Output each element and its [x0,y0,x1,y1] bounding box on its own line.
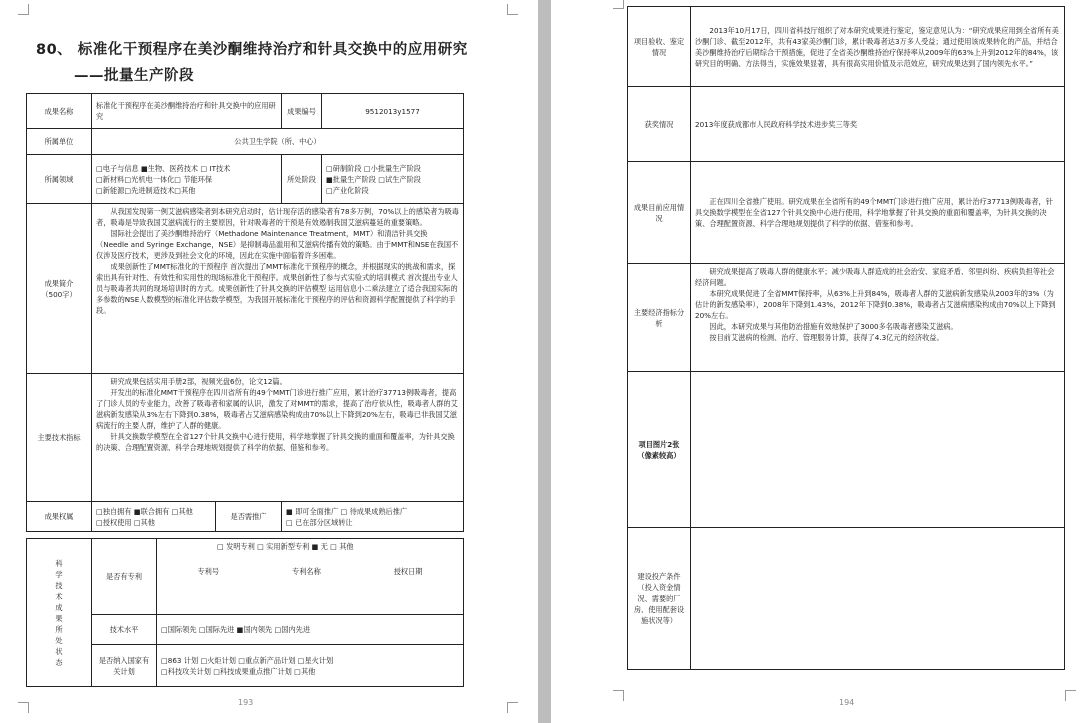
status-vertical-label [27,539,92,687]
crop-mark [1065,690,1076,701]
intro-label-sub: （500字） [41,289,77,299]
rights-option-line: □独自拥有 ■联合拥有 □其他 [96,506,193,516]
crop-mark [613,0,624,9]
name-label: 成果名称 [27,94,92,129]
evaluation-table [627,6,1065,670]
field-option-line: □新材料□光机电一体化□ 节能环保 [96,174,213,184]
patent-types: □ 发明专利 □ 实用新型专利 ■ 无 □ 其他 [217,542,354,551]
intro-label-text: 成果简介 [44,278,74,288]
status-table [26,538,464,687]
intro-label [27,204,92,374]
patent-columns [161,566,459,577]
patent-no-header: 专利号 [197,567,220,576]
tech-paragraph: 研究成果包括实用手册2部，视频光盘6份，论文12篇。 [110,377,287,386]
application-text [691,162,1065,264]
economic-text [691,264,1065,372]
achievement-form-table [26,93,464,532]
field-option-line: □电子与信息 ■生物、医药技术 □ IT技术 [96,163,231,173]
page-number: 194 [839,698,855,707]
page-number: 193 [238,698,254,707]
tech-text [92,374,464,502]
economic-label: 主要经济指标分析 [628,264,691,372]
plan-option-line: □科技攻关计划 □科技成果重点推广计划 □其他 [161,666,316,676]
patent-name-header: 专利名称 [292,567,321,576]
patent-cell [157,539,464,615]
accept-label: 项目验收、鉴定情况 [628,7,691,87]
level-label: 技术水平 [92,615,157,645]
document-subtitle: ——批量生产阶段 [74,68,194,84]
unit-label: 所属单位 [27,129,92,155]
intro-text [92,204,464,374]
build-conditions-label: 建设投产条件（投入资金情况、需要的厂房、使用配套设施状况等） [628,528,691,670]
award-text: 2013年度获成都市人民政府科学技术进步奖三等奖 [691,87,1065,162]
intro-paragraph: 成果创新性了MMT标准化的干预程序 首次提出了MMT标准化干预程序的概念，并根据现实的挑战和需求，探索出具有针对性、有效性和实用性的现场标准化干预程序。成果创新性了参与式实验式的培训模式 首次提出专业人员与吸毒者共同的现场培训时的方式。成果创新性了针具交换的评估模型 运用信息小二乘法建立了适合我国实际的多参数的NSE人数模型的标准化评估数学模型，为我国开展标准化干预程序的评估和资源科学配置提供了科学的手段。 [96,262,458,315]
economic-paragraph: 因此，本研究成果与其他防治措施有效地保护了3000多名吸毒者感染艾滋病。 [709,322,958,331]
document-page-left [0,0,538,723]
plan-options [157,645,464,687]
patent-label: 是否有专利 [92,539,157,615]
plan-label: 是否纳入国家有关计划 [92,645,157,687]
code-label: 成果编号 [282,94,322,129]
patent-date-header: 授权日期 [393,567,423,576]
intro-paragraph: 从我国发现第一例艾滋病感染者到本研究启动时，估计现存活的感染者有78多万例，70%以上的感染者为吸毒者，吸毒是导致我国艾滋病流行的主要原因，针对吸毒者的干预是有效遏制我国艾滋病蔓延的重要策略。 [96,207,459,227]
crop-mark [507,4,518,15]
stage-label: 所处阶段 [282,155,322,204]
tech-paragraph: 针具交换数学模型在全省127个针具交换中心进行使用，科学地掌握了针具交换的重面和覆盖率，为针具交换的决策、合理配置资源、科学合理地规划提供了科学的依据、借鉴和参考。 [96,432,455,452]
promo-option-line: ■ 即可全面推广 □ 待成果成熟后推广 [286,506,408,516]
promo-options [282,502,464,532]
status-vertical-text: 科学技术成果所处状态 [55,558,63,667]
promo-option-line: □ 已在部分区域转让 [286,517,353,527]
build-conditions-cell [691,528,1065,670]
level-options: □国际领先 □国际先进 ■国内领先 □国内先进 [157,615,464,645]
rights-options [92,502,216,532]
application-label: 成果目前应用情况 [628,162,691,264]
stage-option-line: ■批量生产阶段 □试生产阶段 [326,174,421,184]
crop-mark [507,702,518,713]
tech-paragraph: 开发出的标准化MMT干预程序在四川省所有的49个MMT门诊进行推广应用，累计治疗37713例吸毒者，提高了门诊人员的专业能力，改善了吸毒者和家属的认识，激发了对MMT的需求，提高了治疗依从性，吸毒者人群的艾滋病新发感染从3%左右下降到0.38%，吸毒者占艾滋病感染构成由70%以上下降到20%左右，吸毒已非我国艾滋病流行的主要人群，维护了人群的健康。 [96,388,458,430]
stage-option-line: □产业化阶段 [326,185,369,195]
field-options [92,155,282,204]
accept-paragraph: 2013年10月17日，四川省科技厅组织了对本研究成果进行鉴定，鉴定意见认为：“研究成果应用到全省所有美沙酮门诊、截至2012年，共有43家美沙酮门诊，累计吸毒者达3万多人受益；通过使用该成果转化的产品，并结合美沙酮维持治疗后期综合干预措施，促进了全省美沙酮维持治疗保持率从2009年的63%上升到2012年的84%，该研究目的明确、方法得当，实施效果显著，具有很高实用价值及示范效应，研究成果达到了国内领先水平。” [695,25,1059,68]
promo-label: 是否需推广 [216,502,282,532]
rights-label: 成果权属 [27,502,92,532]
tech-label: 主要技术指标 [27,374,92,502]
stage-option-line: □研制阶段 □小批量生产阶段 [326,163,421,173]
application-paragraph: 正在四川全省推广使用。研究成果在全省所有的49个MMT门诊进行推广应用，累计治疗37713例吸毒者，针具交换数学模型在全省127个针具交换中心进行使用，科学地掌握了针具交换的重面和覆盖率，为针具交换的决策、合理配置资源、科学合理地规划提供了科学的依据、借鉴和参考。 [695,197,1053,228]
crop-mark [18,4,29,15]
economic-paragraph: 研究成果提高了吸毒人群的健康水平；减少吸毒人群造成的社会治安、家庭矛盾、邻里纠纷、疾病负担等社会经济问题。 [695,267,1055,287]
project-images-label: 项目图片2张（像素较高） [628,372,691,528]
economic-paragraph: 本研究成果促进了全省MMT保持率，从63%上升到84%，吸毒者人群的艾滋病新发感染从2003年的3%（为估计的新发感染率），2008年下降到1.43%，2012年下降到0.38%，吸毒者占艾滋病感染构成由70%以上下降到20%左右。 [695,289,1056,320]
document-page-right [551,0,1087,723]
economic-paragraph: 按目前艾滋病的检测、治疗、管理服务计算，获得了4.3亿元的经济收益。 [709,333,944,342]
crop-mark [613,690,624,701]
field-label: 所属领域 [27,155,92,204]
unit-value: 公共卫生学院（所、中心） [92,129,464,155]
field-option-line: □新能源□先进制造技术□其他 [96,185,196,195]
stage-options [322,155,464,204]
accept-text [691,7,1065,87]
intro-paragraph: 国际社会提出了美沙酮维持治疗（Methadone Maintenance Treatment，MMT）和清洁针具交换（Needle and Syringe Exchange，NSE）是抑制毒品滥用和艾滋病传播有效的策略。由于MMT和NSE在我国不仅涉及医疗技术，更涉及到社会文化的环境，因此在实施中面临着许多困难。 [96,229,459,260]
rights-option-line: □授权使用 □其他 [96,517,155,527]
plan-option-line: □863 计划 □火炬计划 □重点新产品计划 □星火计划 [161,655,334,665]
code-value: 9512013y1577 [322,94,464,129]
award-label: 获奖情况 [628,87,691,162]
crop-mark [18,702,29,713]
document-title: 80、 标准化干预程序在美沙酮维持治疗和针具交换中的应用研究 [36,42,468,58]
project-images-cell [691,372,1065,528]
name-value: 标准化干预程序在美沙酮维持治疗和针具交换中的应用研究 [92,94,282,129]
